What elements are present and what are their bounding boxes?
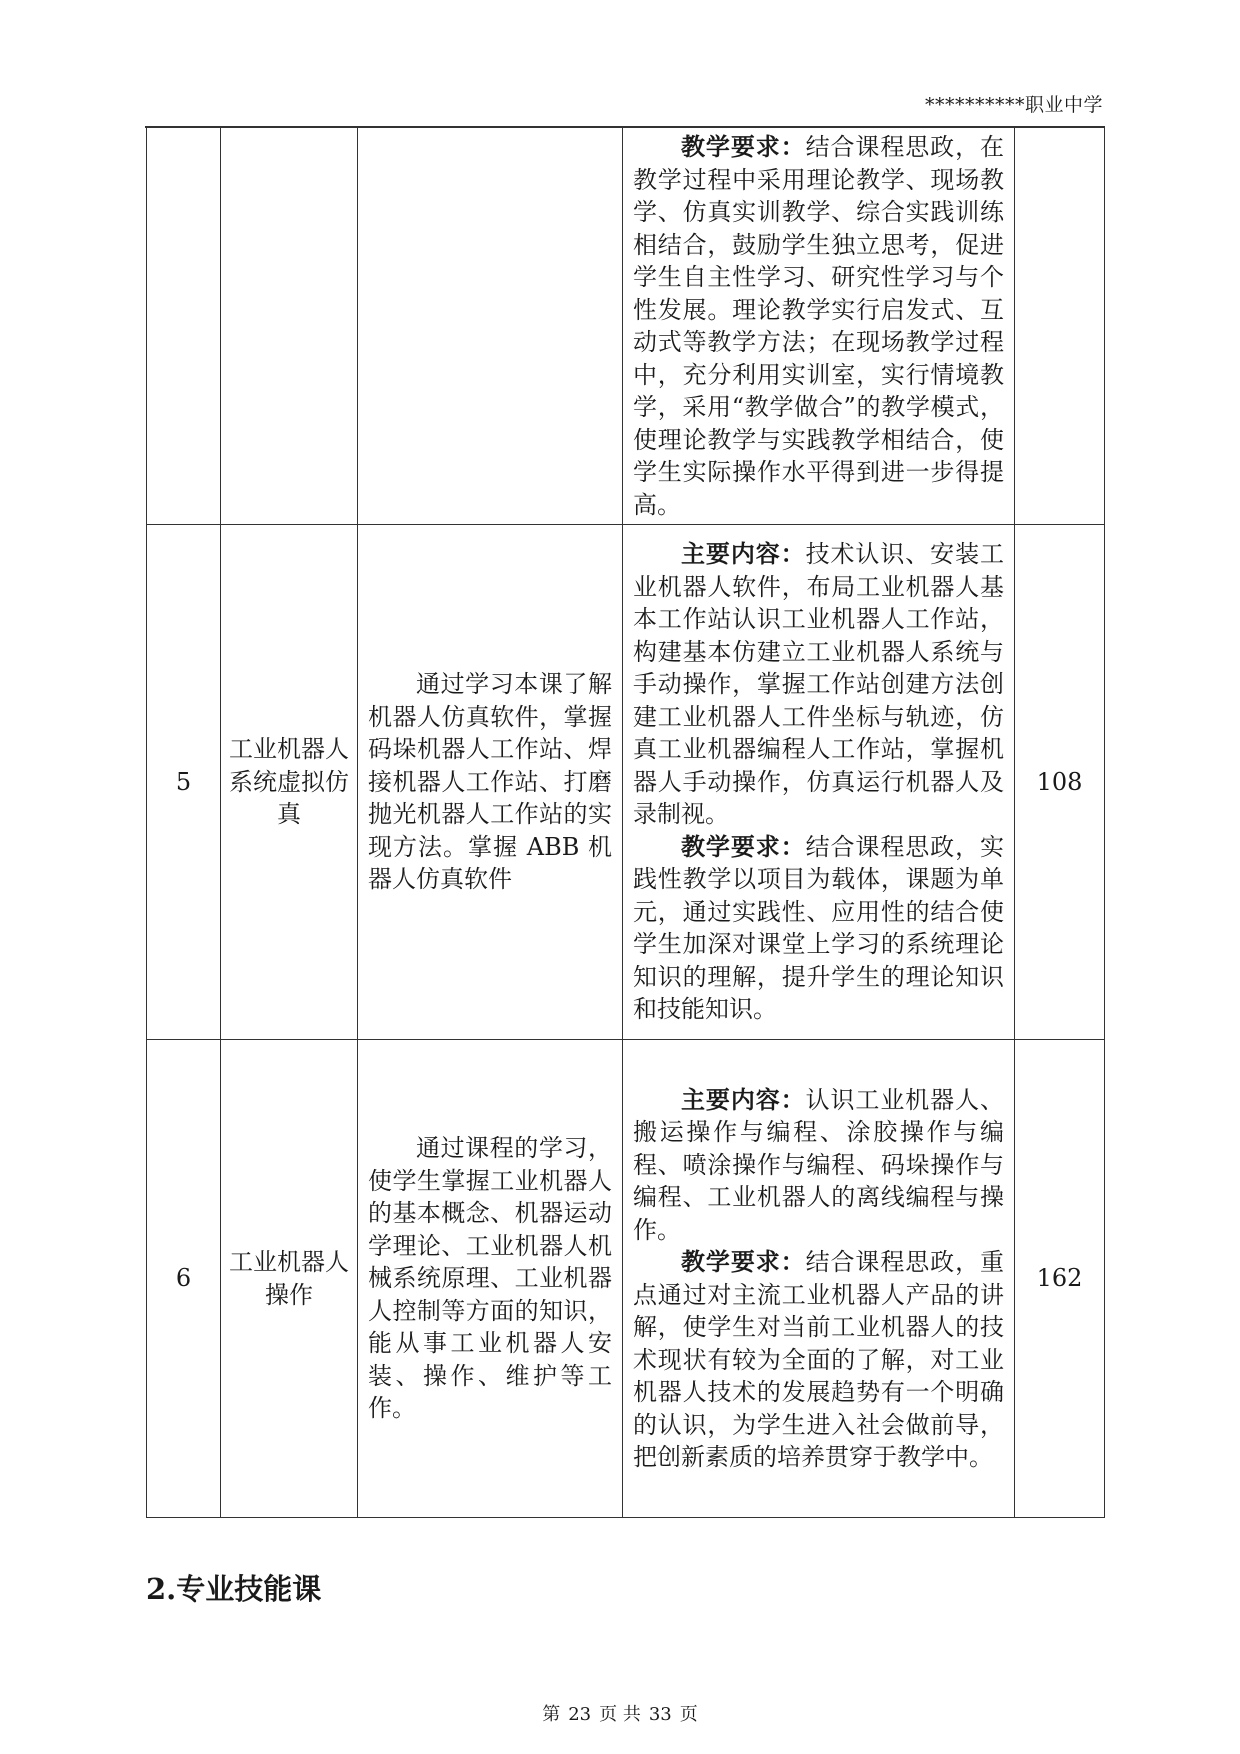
hours-cell xyxy=(1015,128,1105,525)
section-title: 2.专业技能课 xyxy=(146,1572,322,1606)
row-number: 6 xyxy=(147,1040,221,1518)
content-cell xyxy=(623,128,1015,525)
content-text: 认识工业机器人、搬运操作与编程、涂胶操作与编程、喷涂操作与编程、码垛操作与编程、工业机器人的离线编程与操作。 xyxy=(633,1085,1005,1244)
course-table xyxy=(146,127,1105,1518)
requirement-label: 教学要求： xyxy=(681,831,806,861)
content-text: 技术认识、安装工业机器人软件，布局工业机器人基本工作站认识工业机器人工作站，构建基本仿建立工业机器人系统与手动操作，掌握工作站创建方法创建工业机器人工件坐标与轨迹，仿真工业机器编程人工作站，掌握机器人手动操作，仿真运行机器人及录制视。 xyxy=(633,540,1005,829)
page-total: 33 xyxy=(648,1704,672,1725)
course-hours: 162 xyxy=(1015,1040,1105,1518)
main-content xyxy=(633,1084,1004,1247)
content-cell xyxy=(623,525,1015,1040)
course-hours: 108 xyxy=(1015,525,1105,1040)
footer-suffix: 页 xyxy=(679,1704,698,1725)
teaching-requirement xyxy=(633,831,1004,1026)
requirement-text: 结合课程思政，在教学过程中采用理论教学、现场教学、仿真实训教学、综合实践训练相结合，鼓励学生独立思考，促进学生自主性学习、研究性学习与个性发展。理论教学实行启发式、互动式等教学方法；在现场教学过程中，充分利用实训室，实行情境教学，采用“教学做合”的教学模式，使理论教学与实践教学相结合，使学生实际操作水平得到进一步得提高。 xyxy=(633,133,1005,519)
course-name: 工业机器人系统虚拟仿真 xyxy=(221,525,358,1040)
table-row-continued xyxy=(147,128,1105,525)
course-objective: 通过课程的学习，使学生掌握工业机器人的基本概念、机器运动学理论、工业机器人机械系统原理、工业机器人控制等方面的知识，能从事工业机器人安装、操作、维护等工作。 xyxy=(368,1134,612,1423)
requirement-label: 教学要求： xyxy=(681,132,806,161)
page-number: 23 xyxy=(568,1704,592,1725)
objective-cell xyxy=(358,128,623,525)
content-label: 主要内容： xyxy=(681,1084,806,1114)
school-name: **********职业中学 xyxy=(924,94,1103,116)
requirement-text: 结合课程思政，实践性教学以项目为载体，课题为单元，通过实践性、应用性的结合使学生加深对课堂上学习的系统理论知识的理解，提升学生的理论知识和技能知识。 xyxy=(633,832,1005,1024)
main-content xyxy=(633,538,1004,831)
requirement-label: 教学要求： xyxy=(681,1247,806,1276)
footer-mid: 页 共 xyxy=(599,1704,641,1725)
footer-prefix: 第 xyxy=(542,1704,561,1725)
course-objective-cell xyxy=(358,525,623,1040)
teaching-requirement xyxy=(633,1246,1029,1474)
page-footer xyxy=(0,1700,1240,1726)
row-number: 5 xyxy=(147,525,221,1040)
row-number-cell xyxy=(147,128,221,525)
table-row xyxy=(147,1040,1105,1518)
content-label: 主要内容： xyxy=(681,539,806,569)
requirement-text: 结合课程思政，重 点通过对主流工业机器人产品的讲解，使学生对当前工业机器人的技术现状有较为全面的了解，对工业机器人技术的发展趋势有一个明确的认识，为学生进入社会做前导，把创新素质的培养贯穿于教学中。 xyxy=(633,1248,1029,1471)
course-name-cell xyxy=(221,128,358,525)
course-objective: 通过学习本课了解机器人仿真软件，掌握码垛机器人工作站、焊接机器人工作站、打磨抛光机器人工作站的实现方法。掌握 ABB 机器人仿真软件 xyxy=(368,670,612,894)
course-name: 工业机器人操作 xyxy=(221,1040,358,1518)
teaching-requirement xyxy=(633,131,1004,521)
page-header xyxy=(145,86,1105,128)
table-row xyxy=(147,525,1105,1040)
content-cell xyxy=(623,1040,1029,1518)
course-objective-cell xyxy=(358,1040,623,1518)
